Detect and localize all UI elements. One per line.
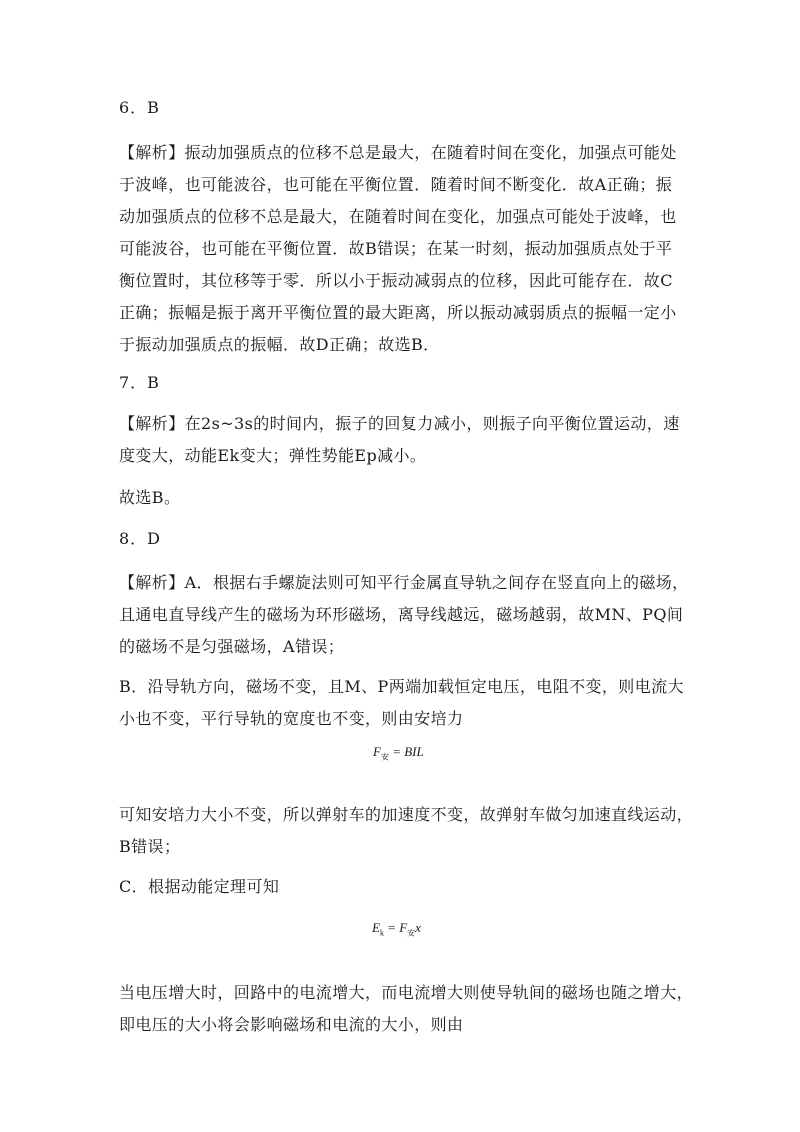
q6-line-7: 于振动加强质点的振幅．故D正确；故选B． xyxy=(119,335,440,354)
formula-kinetic-energy xyxy=(372,920,421,942)
formula2-mid: = F xyxy=(383,920,408,935)
q7-answer: 7．B xyxy=(119,373,160,392)
q8-answer: 8．D xyxy=(119,529,162,548)
q8-line-6: 可知安培力大小不变，所以弹射车的加速度不变，故弹射车做匀加速直线运动， xyxy=(119,805,694,824)
q7-line-2: 度变大，动能Ek变大；弹性势能Ep减小。 xyxy=(119,446,427,465)
q6-line-2: 于波峰，也可能波谷，也可能在平衡位置．随着时间不断变化．故A正确；振 xyxy=(119,175,673,194)
q6-line-6: 正确；振幅是振于离开平衡位置的最大距离，所以振动减弱质点的振幅一定小 xyxy=(119,303,677,322)
q7-line-1: 【解析】在2s~3s的时间内，振子的回复力减小，则振子向平衡位置运动，速 xyxy=(119,414,680,433)
formula1-sub: 安 xyxy=(380,752,389,762)
formula2-rhs: x xyxy=(415,920,421,935)
q6-line-1: 【解析】振动加强质点的位移不总是最大，在随着时间在变化，加强点可能处 xyxy=(119,143,677,162)
formula1-rhs: = BIL xyxy=(388,744,424,759)
q7-line-3: 故选B。 xyxy=(119,488,181,507)
formula-ampere-force xyxy=(373,744,424,766)
q8-line-3: 的磁场不是匀强磁场，A错误； xyxy=(119,637,345,656)
q8-line-1: 【解析】A．根据右手螺旋法则可知平行金属直导轨之间存在竖直向上的磁场， xyxy=(119,573,689,592)
q8-line-5: 小也不变，平行导轨的宽度也不变，则由安培力 xyxy=(119,709,464,728)
q8-line-9: 当电压增大时，回路中的电流增大，而电流增大则使导轨间的磁场也随之增大， xyxy=(119,983,694,1002)
q8-line-7: B错误； xyxy=(119,837,181,856)
q8-line-8: C．根据动能定理可知 xyxy=(119,877,280,896)
q8-line-2: 且通电直导线产生的磁场为环形磁场，离导线越远，磁场越弱，故MN、PQ间 xyxy=(119,605,684,624)
formula2-sub: k xyxy=(379,928,384,938)
formula1-lhs: F xyxy=(373,744,381,759)
q8-line-10: 即电压的大小将会影响磁场和电流的大小，则由 xyxy=(119,1015,464,1034)
q6-answer: 6．B xyxy=(119,98,160,117)
q8-line-4: B．沿导轨方向，磁场不变，且M、P两端加载恒定电压，电阻不变，则电流大 xyxy=(119,677,684,696)
q6-line-4: 可能波谷，也可能在平衡位置．故B错误；在某一时刻，振动加强质点处于平 xyxy=(119,239,673,258)
formula2-lhs: E xyxy=(372,920,380,935)
q6-line-5: 衡位置时，其位移等于零．所以小于振动减弱点的位移，因此可能存在．故C xyxy=(119,271,673,290)
formula2-sub2: 安 xyxy=(407,928,416,938)
q6-line-3: 动加强质点的位移不总是最大，在随着时间在变化，加强点可能处于波峰，也 xyxy=(119,207,677,226)
